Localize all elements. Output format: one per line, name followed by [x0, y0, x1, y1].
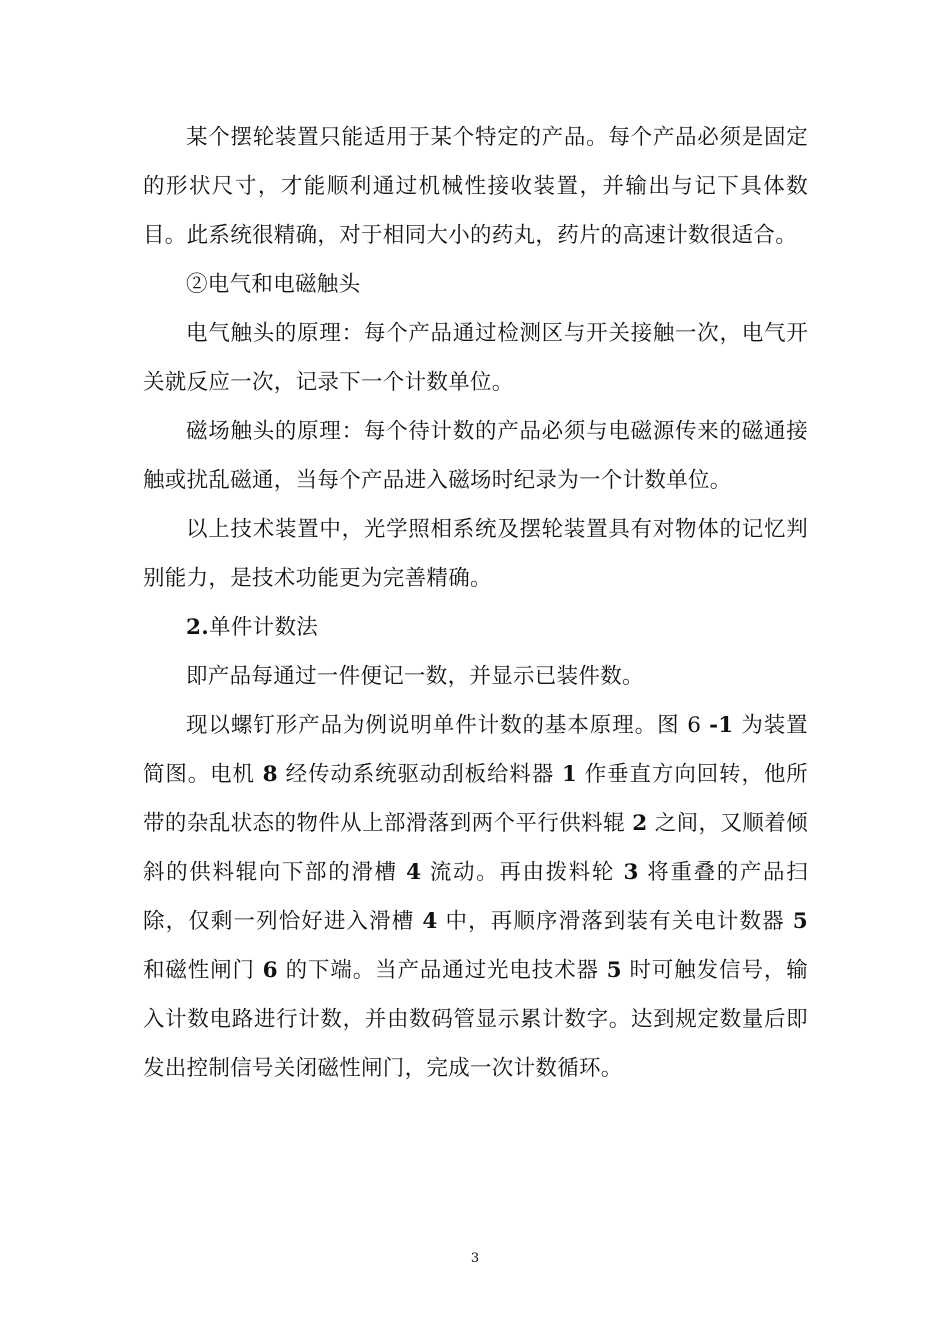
- bold-run: 6: [262, 958, 278, 983]
- text-run: 单件计数法: [209, 615, 319, 640]
- text-run: 为装置简图。电机: [143, 713, 808, 787]
- paragraph: [143, 652, 808, 701]
- page-number: 3: [470, 1251, 480, 1266]
- paragraph: [143, 260, 808, 309]
- text-run: 经传动系统驱动刮板给料器: [277, 762, 562, 787]
- text-run: 以上技术装置中，光学照相系统及摆轮装置具有对物体的记忆判别能力，是技术功能更为完善精确。: [143, 517, 808, 591]
- bold-run: 3: [623, 860, 639, 885]
- paragraph: [143, 113, 808, 260]
- body-text: [143, 113, 808, 1093]
- text-run: 将重叠的产品扫除，仅剩一列恰好进入滑槽: [143, 860, 808, 934]
- bold-run: -1: [709, 713, 734, 738]
- paragraph: [143, 505, 808, 603]
- text-run: 和磁性闸门: [143, 958, 263, 983]
- text-run: 时可触发信号，输入计数电路进行计数，并由数码管显示累计数字。达到规定数量后即发出控制信号关闭磁性闸门，完成一次计数循环。: [143, 958, 808, 1081]
- text-run: 磁场触头的原理：每个待计数的产品必须与电磁源传来的磁通接触或扰乱磁通，当每个产品进入磁场时纪录为一个计数单位。: [143, 419, 808, 493]
- bold-run: 5: [792, 909, 808, 934]
- bold-run: 8: [262, 762, 278, 787]
- text-run: 中，再顺序滑落到装有关电计数器: [437, 909, 793, 934]
- bold-run: 4: [422, 909, 438, 934]
- text-run: 作垂直方向回转，他所带的杂乱状态的物件从上部滑落到两个平行供料辊: [143, 762, 808, 836]
- text-run: 现以螺钉形产品为例说明单件计数的基本原理。图 6: [186, 713, 710, 738]
- text-run: 的下端。当产品通过光电技术器: [277, 958, 607, 983]
- paragraph: [143, 407, 808, 505]
- paragraph: [143, 603, 808, 652]
- bold-run: 2: [632, 811, 648, 836]
- bold-run: 1: [561, 762, 578, 787]
- bold-run: 2.: [186, 615, 210, 640]
- text-run: 流动。再由拨料轮: [421, 860, 624, 885]
- bold-run: 4: [406, 860, 422, 885]
- paragraph: [143, 309, 808, 407]
- text-run: 即产品每通过一件便记一数，并显示已装件数。: [186, 664, 644, 689]
- bold-run: 5: [606, 958, 622, 983]
- text-run: 之间，又顺着倾斜的供料辊向下部的滑槽: [143, 811, 808, 885]
- paragraph: [143, 701, 808, 1093]
- text-run: 某个摆轮装置只能适用于某个特定的产品。每个产品必须是固定的形状尺寸，才能顺利通过机械性接收装置，并输出与记下具体数目。此系统很精确，对于相同大小的药丸，药片的高速计数很适合。: [143, 125, 808, 248]
- text-run: ②电气和电磁触头: [186, 272, 361, 297]
- text-run: 电气触头的原理：每个产品通过检测区与开关接触一次，电气开关就反应一次，记录下一个计数单位。: [143, 321, 808, 395]
